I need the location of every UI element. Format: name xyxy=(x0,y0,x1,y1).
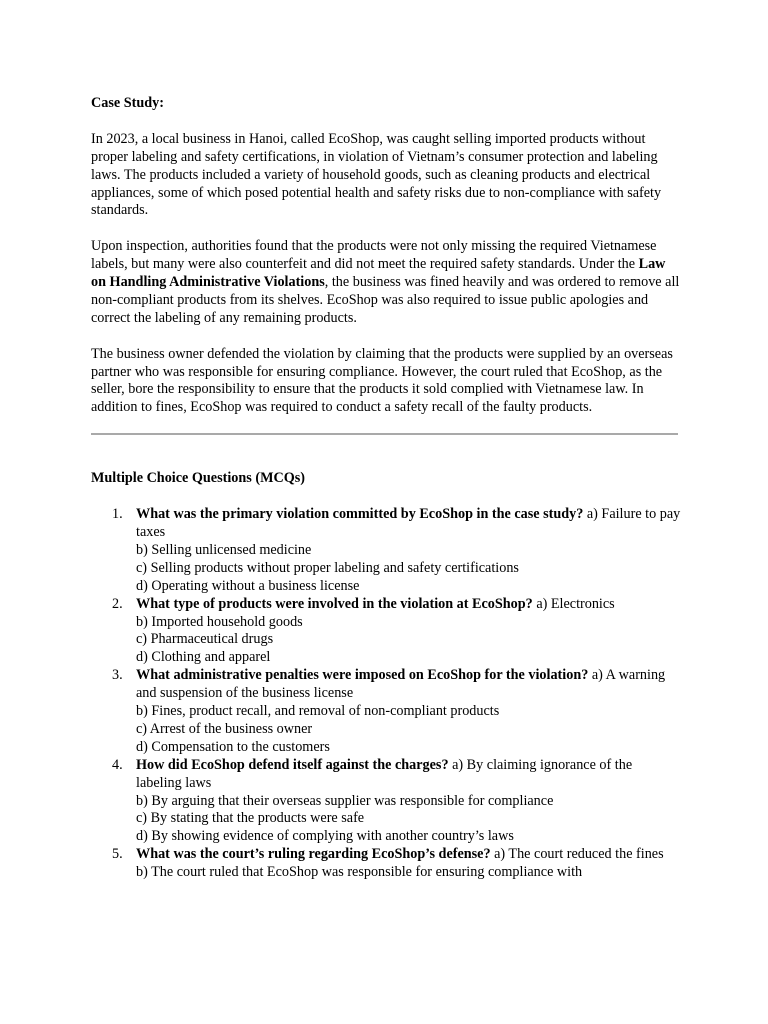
question-item-4 xyxy=(91,757,681,847)
case-study-paragraph-2 xyxy=(91,238,681,328)
mcq-heading: Multiple Choice Questions (MCQs) xyxy=(91,470,305,487)
option-b: b) The court ruled that EcoShop was responsible for ensuring compliance with xyxy=(136,864,583,881)
option-b: b) Imported household goods xyxy=(136,613,303,630)
question-text: What was the primary violation committed by EcoShop in the case study? xyxy=(136,506,584,523)
option-a: a) Failure to pay taxes xyxy=(136,506,681,540)
case-study-heading: Case Study: xyxy=(91,95,164,111)
question-item-1 xyxy=(91,506,681,596)
question-number: 5. xyxy=(112,846,123,863)
question-number: 4. xyxy=(112,756,123,773)
question-item-5 xyxy=(91,846,681,882)
question-number: 1. xyxy=(112,506,123,523)
option-b: b) By arguing that their overseas supplier was responsible for compliance xyxy=(136,792,554,809)
case-study-paragraph-3: The business owner defended the violation by claiming that the products were supplied by an overseas partner who was responsible for ensuring compliance. However, the court ruled that EcoShop, as the seller, bore the responsibility to ensure that the products it sold complied with Vietnamese law. In addition to fines, EcoShop was required to conduct a safety recall of the faulty products. xyxy=(91,345,673,416)
option-c: c) Arrest of the business owner xyxy=(136,720,313,737)
question-item-2 xyxy=(91,596,681,668)
option-c: c) Selling products without proper labeling and safety certifications xyxy=(136,559,519,576)
option-a: a) By claiming ignorance of the labeling laws xyxy=(136,756,633,791)
question-text: What type of products were involved in the violation at EcoShop? xyxy=(136,595,533,612)
question-item-3 xyxy=(91,667,681,757)
question-text: What was the court’s ruling regarding EcoShop’s defense? xyxy=(136,846,491,863)
horizontal-divider xyxy=(91,433,678,435)
option-c: c) By stating that the products were safe xyxy=(136,810,365,827)
question-text: What administrative penalties were imposed on EcoShop for the violation? xyxy=(136,667,589,684)
question-text: How did EcoShop defend itself against the charges? xyxy=(136,756,449,773)
option-a: a) A warning and suspension of the business license xyxy=(136,667,666,702)
paragraph-2-text-end: , the business was fined heavily and was ordered to remove all non-compliant products from its shelves. EcoShop was also required to issue public apologies and correct the labeling of any remaining products. xyxy=(91,274,680,326)
law-name-bold: Law on Handling Administrative Violations xyxy=(91,256,666,291)
option-d: d) Operating without a business license xyxy=(136,577,360,594)
mcq-list xyxy=(91,506,681,882)
document-page xyxy=(91,95,681,882)
paragraph-2-text-start: Upon inspection, authorities found that the products were not only missing the required Vietnamese labels, but many were also counterfeit and did not meet the required safety standards. Under the xyxy=(91,238,657,273)
option-d: d) Compensation to the customers xyxy=(136,738,330,755)
option-b: b) Selling unlicensed medicine xyxy=(136,541,312,558)
question-number: 3. xyxy=(112,667,123,684)
question-number: 2. xyxy=(112,595,123,612)
option-a: a) Electronics xyxy=(536,595,615,612)
option-d: d) By showing evidence of complying with another country’s laws xyxy=(136,828,514,845)
option-d: d) Clothing and apparel xyxy=(136,649,271,666)
option-a: a) The court reduced the fines xyxy=(494,846,664,863)
case-study-paragraph-1: In 2023, a local business in Hanoi, called EcoShop, was caught selling imported products without proper labeling and safety certifications, in violation of Vietnam’s consumer protection and labeling laws. The products included a variety of household goods, such as cleaning products and electrical appliances, some of which posed potential health and safety risks due to non-compliance with safety standards. xyxy=(91,130,662,219)
option-b: b) Fines, product recall, and removal of non-compliant products xyxy=(136,703,500,720)
option-c: c) Pharmaceutical drugs xyxy=(136,631,274,648)
